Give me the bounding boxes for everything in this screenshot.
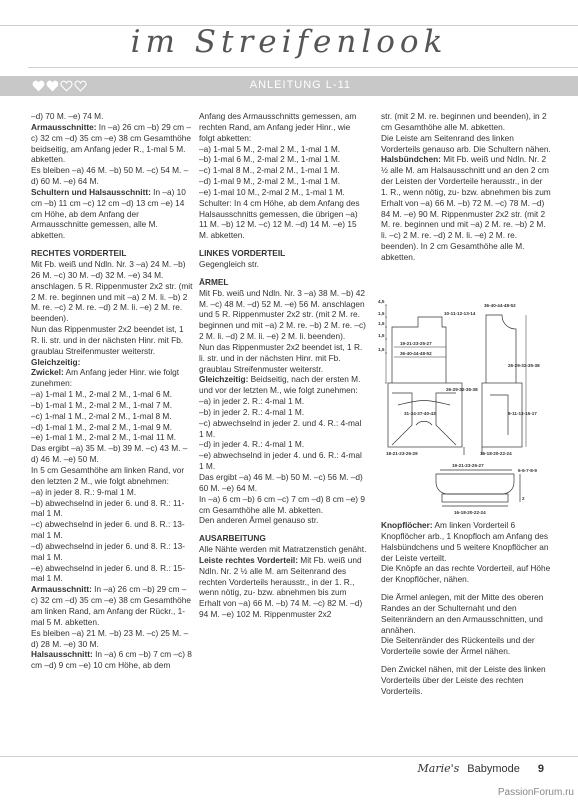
paragraph-text: –e) abwechselnd in jeder 6. und 8. R.: 15-mal 1 M. <box>31 562 186 584</box>
paragraph-text: Das ergibt –a) 46 M. –b) 50 M. –c) 56 M. –d) 60 M. –e) 64 M. <box>199 472 363 493</box>
paragraph <box>381 563 551 585</box>
dim-label-right-bottom: 16-18-20-22-24 <box>480 451 512 456</box>
paragraph <box>31 400 193 411</box>
paragraph-text: –d) 1-mal 1 M., 2-mal 2 M., 1-mal 9 M. <box>31 421 173 432</box>
paragraph-text: Mit Fb. weiß und Ndln. Nr. 2 ½ alle M. am Halsausschnitt und an den 2 cm der Leisten der Vorderteile herausstr., in der 1. R., wenn nötig, zu- bzw. abnehmen bis zum Erhalt von –a) 66 M. –b) 72 M. –c) 78 M. –d) 84 M. –e) 90 M. Rippenmuster 2x2 str. (mit 2 M. re. beginnen und mit –a) 2 M. re. –b) 2 M. li. –c) 2 M. re. –d) 2 M. li. –e) 2 M. re. beenden). In 2 cm Gesamthöhe alle M. abketten. <box>381 154 551 262</box>
pattern-diagram-body <box>378 295 542 460</box>
paragraph-text: Beidseitig, nach der ersten M. und vor der letzten M., wie folgt zunehmen: <box>199 374 361 396</box>
paragraph-text: Den Zwickel nähen, mit der Leiste des linken Vorderteils über der Leiste des rechten Vorderteils. <box>381 664 546 696</box>
sleeve-cuff-label: 2 <box>522 496 525 501</box>
dim-label-right-low: 9-11-13-15-17 <box>508 411 537 416</box>
brand-italic: Marie's <box>417 762 460 775</box>
paragraph-text: –a) 1-mal 5 M., 2-mal 2 M., 1-mal 1 M. <box>199 143 341 154</box>
pattern-diagram-sleeve <box>428 460 537 518</box>
paragraph <box>31 422 193 433</box>
paragraph <box>199 342 367 375</box>
sleeve-top-label: 19-21-23-25-27 <box>452 463 484 468</box>
paragraph-text: Mit Fb. weiß und Ndln. Nr. 2 ½ alle M. am Seitenrand des rechten Vorderteils herausstr., in der 1. R., wenn nötig, zu- bzw. abnehmen bis zum Erhalt von –a) 66 M. –b) 74 M. –c) 82 M. –d) 94 M. –e) 102 M. Rippenmuster 2x2 <box>199 554 363 620</box>
paragraph <box>31 498 193 520</box>
paragraph <box>31 541 193 563</box>
paragraph-text: Nun das Rippenmuster 2x2 beendet ist, 1 R. li. str. und in der nächsten Hinr. mit Fb. graublau Streifenmuster weiterstr. <box>199 341 363 374</box>
section-label: ANLEITUNG L-11 <box>249 79 351 91</box>
paragraph <box>31 122 193 165</box>
paragraph <box>199 165 367 176</box>
dim-label-left-3: 1,5 <box>378 321 385 326</box>
paragraph-text: –a) in jeder 8. R.: 9-mal 1 M. <box>31 486 137 497</box>
page-title: im Streifenlook <box>130 24 448 60</box>
paragraph-text: Gegengleich str. <box>199 258 259 269</box>
bold-label: Gleichzeitig: <box>199 374 249 385</box>
paragraph-text: –b) in jeder 2. R.: 4-mal 1 M. <box>199 406 305 417</box>
paragraph-text: Mit Fb. weiß und Ndln. Nr. 3 –a) 38 M. –b) 42 M. –c) 48 M. –d) 52 M. –e) 56 M. anschlagen und 5 R. Rippenmuster 2x2 str. (mit 2 M. re. beginnen und mit –a) 2 M. re. –b) 2 M. re. –c) 2 M. li. –d) 2 M. li. –e) 2 M. li. beenden). <box>199 287 366 342</box>
section-band <box>0 76 578 96</box>
paragraph <box>199 472 367 494</box>
paragraph-text: –d) 70 M. –e) 74 M. <box>31 111 104 121</box>
paragraph-text: In 5 cm Gesamthöhe am linken Rand, vor den letzten 2 M., wie folgt abnehmen: <box>31 465 185 486</box>
paragraph <box>381 133 551 155</box>
paragraph <box>31 432 193 443</box>
paragraph-text: Die Leiste am Seitenrand des linken Vorderteils genauso arb. Die Schultern nähen. <box>381 132 551 154</box>
dim-label-body: 26-29-32-35-38 <box>446 387 478 392</box>
heart-outline-icon <box>60 80 73 92</box>
footer <box>418 762 545 775</box>
section-heading: RECHTES VORDERTEIL <box>31 248 127 259</box>
paragraph <box>31 389 193 400</box>
paragraph-text: –d) 1-mal 9 M., 2-mal 2 M., 1-mal 1 M. <box>199 176 341 187</box>
paragraph-text: Anfang des Armausschnitts gemessen, am rechten Rand, am Anfang jeder Hinr., wie folgt abketten: <box>199 111 357 143</box>
paragraph <box>31 563 193 585</box>
paragraph <box>199 187 367 198</box>
heart-icon <box>46 80 59 92</box>
sleeve-bottom-label: 16-18-20-22-24 <box>454 510 486 515</box>
paragraph-text: In –a) 10 cm –b) 11 cm –c) 12 cm –d) 13 cm –e) 14 cm Höhe, ab dem Anfang der Armausschnitte gemessen, alle M. abketten. <box>31 186 186 241</box>
paragraph-text: –d) in jeder 4. R.: 4-mal 1 M. <box>199 439 305 450</box>
page-number: 9 <box>537 763 544 775</box>
column-3-lower <box>381 520 551 697</box>
dim-label-right-side: 26-29-32-35-38 <box>508 363 540 368</box>
paragraph <box>199 144 367 155</box>
paragraph-text: –c) 1-mal 8 M., 2-mal 2 M., 1-mal 1 M. <box>199 165 340 176</box>
paragraph <box>31 649 193 671</box>
dim-label-mid: 36-40-44-48-52 <box>400 351 432 356</box>
paragraph-text: In –a) 26 cm –b) 29 cm –c) 32 cm –d) 35 cm –e) 38 cm Gesamthöhe beidseitig, am Anfang jeder R., 1-mal 5 M. abketten. <box>31 121 192 165</box>
paragraph <box>199 111 367 144</box>
paragraph-text: –e) 1-mal 1 M., 2-mal 2 M., 1-mal 11 M. <box>31 432 177 443</box>
paragraph <box>31 519 193 541</box>
paragraph <box>31 628 193 650</box>
hearts-decoration <box>32 78 87 94</box>
dim-label-left-1: 4,5 <box>378 299 385 304</box>
paragraph <box>381 592 551 635</box>
heart-outline-icon <box>74 80 87 92</box>
dim-label-neck: 10-11-12-13-14 <box>444 311 476 316</box>
paragraph <box>199 555 367 620</box>
paragraph <box>199 288 367 342</box>
paragraph <box>199 396 367 407</box>
paragraph <box>199 259 367 270</box>
paragraph-text: Den anderen Ärmel genauso str. <box>199 515 319 526</box>
paragraph <box>199 407 367 418</box>
bold-label: Gleichzeitig: <box>31 356 81 367</box>
paragraph-text: Schulter: In 4 cm Höhe, ab dem Anfang des Halsausschnitts gemessen, die übrigen –a) 11 M. –b) 12 M. –c) 12 M. –d) 14 M. –e) 15 M. abketten. <box>199 197 360 241</box>
bold-label: Schultern und Halsausschnitt: <box>31 186 151 197</box>
paragraph <box>31 367 193 389</box>
dim-label-left-5: 1,5 <box>378 347 385 352</box>
column-1 <box>31 111 193 671</box>
paragraph-text: –e) abwechselnd in jeder 4. und 6. R.: 4-mal 1 M. <box>199 450 362 472</box>
paragraph <box>381 154 551 262</box>
paragraph-text: –b) 1-mal 6 M., 2-mal 2 M., 1-mal 1 M. <box>199 154 341 165</box>
paragraph <box>31 324 193 357</box>
paragraph <box>31 165 193 187</box>
dim-label-left-2: 1,5 <box>378 311 385 316</box>
paragraph-text: –a) 1-mal 1 M., 2-mal 2 M., 1-mal 6 M. <box>31 389 173 400</box>
column-3 <box>381 111 551 263</box>
paragraph-text: Nun das Rippenmuster 2x2 beendet ist, 1 R. li. str. und in der nächsten Hinr. mit Fb. graublau Streifenmuster weiterstr. <box>31 324 184 356</box>
paragraph-text: –e) 1-mal 10 M., 2-mal 2 M., 1-mal 1 M. <box>199 186 345 197</box>
paragraph <box>199 176 367 187</box>
column-2 <box>199 111 367 620</box>
paragraph-text: Es bleiben –a) 21 M. –b) 23 M. –c) 25 M. –d) 28 M. –e) 30 M. <box>31 627 189 649</box>
paragraph <box>199 374 367 396</box>
paragraph-text: Am Anfang jeder Hinr. wie folgt zunehmen: <box>31 367 180 389</box>
paragraph-gap <box>381 585 551 592</box>
paragraph-text: Mit Fb. weiß und Ndln. Nr. 3 –a) 24 M. –b) 26 M. –c) 30 M. –d) 32 M. –e) 34 M. anschlagen. 5 R. Rippenmuster 2x2 str. (mit 2 M. re. beginnen und mit –a) 2 M. li. –b) 2 M. re. –c) 2 M. re. –d) 2 M. li. –e) 2 M. re. beenden). <box>31 258 193 324</box>
paragraph <box>31 487 193 498</box>
paragraph <box>199 494 367 516</box>
paragraph-text: –c) abwechselnd in jeder 2. und 4. R.: 4-mal 1 M. <box>199 417 362 439</box>
footer-rule <box>0 756 578 757</box>
watermark: PassionForum.ru <box>497 787 574 798</box>
bold-label: Halsausschnitt: <box>31 649 93 660</box>
paragraph-text: Es bleiben –a) 46 M. –b) 50 M. –c) 54 M. –d) 60 M. –e) 64 M. <box>31 165 189 187</box>
section-heading: AUSARBEITUNG <box>199 533 266 544</box>
bold-label: Halsbündchen: <box>381 154 441 165</box>
paragraph <box>381 635 551 657</box>
paragraph <box>31 187 193 241</box>
paragraph <box>381 111 551 133</box>
paragraph-text: str. (mit 2 M. re. beginnen und beenden), in 2 cm Gesamthöhe alle M. abketten. <box>381 111 547 132</box>
dim-label-bottom-inner: 31-34-37-40-43 <box>404 411 436 416</box>
paragraph <box>31 111 193 122</box>
paragraph <box>199 418 367 440</box>
paragraph <box>199 439 367 450</box>
paragraph <box>199 450 367 472</box>
paragraph-text: Am linken Vorderteil 6 Knopflöcher arb., 1 Knopfloch am Anfang des Halsbündchens und 5 weitere Knopflöcher an der Leiste verteilt. <box>381 520 549 563</box>
paragraph-text: –c) 1-mal 1 M., 2-mal 2 M., 1-mal 8 M. <box>31 410 172 421</box>
paragraph <box>381 664 551 697</box>
brand-name: Babymode <box>467 763 520 775</box>
bold-label: Leiste rechtes Vorderteil: <box>199 554 298 565</box>
title-rule <box>28 67 578 68</box>
paragraph-gap <box>381 657 551 664</box>
paragraph-text: Die Seitenränder des Rückenteils und der Vorderteile sowie der Ärmel nähen. <box>381 635 535 657</box>
paragraph <box>31 357 193 368</box>
paragraph <box>381 520 551 563</box>
paragraph <box>199 515 367 526</box>
paragraph <box>31 259 193 324</box>
dim-label-bottom: 18-21-23-26-29 <box>386 451 418 456</box>
bold-label: Armausschnitte: <box>31 121 97 132</box>
section-heading: LINKES VORDERTEIL <box>199 248 286 259</box>
dim-label-right-top: 36-40-44-48-52 <box>484 303 516 308</box>
paragraph <box>31 411 193 422</box>
paragraph-text: Alle Nähte werden mit Matratzenstich genäht. <box>199 544 367 555</box>
dim-label-top: 19-21-23-25-27 <box>400 341 432 346</box>
paragraph-text: –c) abwechselnd in jeder 6. und 8. R.: 13-mal 1 M. <box>31 519 185 541</box>
paragraph-text: –a) in jeder 2. R.: 4-mal 1 M. <box>199 396 305 407</box>
paragraph <box>31 465 193 487</box>
paragraph <box>199 198 367 241</box>
paragraph-text: Das ergibt –a) 35 M. –b) 39 M. –c) 43 M. –d) 46 M. –e) 50 M. <box>31 443 188 465</box>
section-heading: ÄRMEL <box>199 276 229 287</box>
paragraph-text: In –a) 6 cm –b) 7 cm –c) 8 cm –d) 9 cm –e) 10 cm Höhe, ab dem <box>31 649 192 671</box>
paragraph-text: In –a) 6 cm –b) 6 cm –c) 7 cm –d) 8 cm –e) 9 cm Gesamthöhe alle M. abketten. <box>199 493 365 515</box>
paragraph-text: –d) abwechselnd in jeder 6. und 8. R.: 13-mal 1 M. <box>31 540 186 562</box>
paragraph <box>31 584 193 627</box>
dim-label-left-4: 1,5 <box>378 333 385 338</box>
paragraph <box>31 443 193 465</box>
paragraph <box>199 154 367 165</box>
bold-label: Armausschnitt: <box>31 584 92 595</box>
paragraph-text: Die Knöpfe an das rechte Vorderteil, auf Höhe der Knopflöcher, nähen. <box>381 563 551 585</box>
sleeve-side-label: 6-6-7-8-9 <box>518 468 537 473</box>
paragraph-text: In –a) 26 cm –b) 29 cm –c) 32 cm –d) 35 cm –e) 38 cm Gesamthöhe am linken Rand, am Anfang der Rückr., 1-mal 5 M. abketten. <box>31 584 192 627</box>
bold-label: Zwickel: <box>31 367 64 378</box>
bold-label: Knopflöcher: <box>381 520 433 530</box>
paragraph-text: Die Ärmel anlegen, mit der Mitte des oberen Randes an der Schulternaht und den Seitenrändern an den Armausschnitten, und annähen. <box>381 592 544 635</box>
paragraph-text: –b) abwechselnd in jeder 6. und 8. R.: 11-mal 1 M. <box>31 497 185 519</box>
paragraph-text: –b) 1-mal 1 M., 2-mal 2 M., 1-mal 7 M. <box>31 399 173 410</box>
heart-icon <box>32 80 45 92</box>
paragraph <box>199 544 367 555</box>
